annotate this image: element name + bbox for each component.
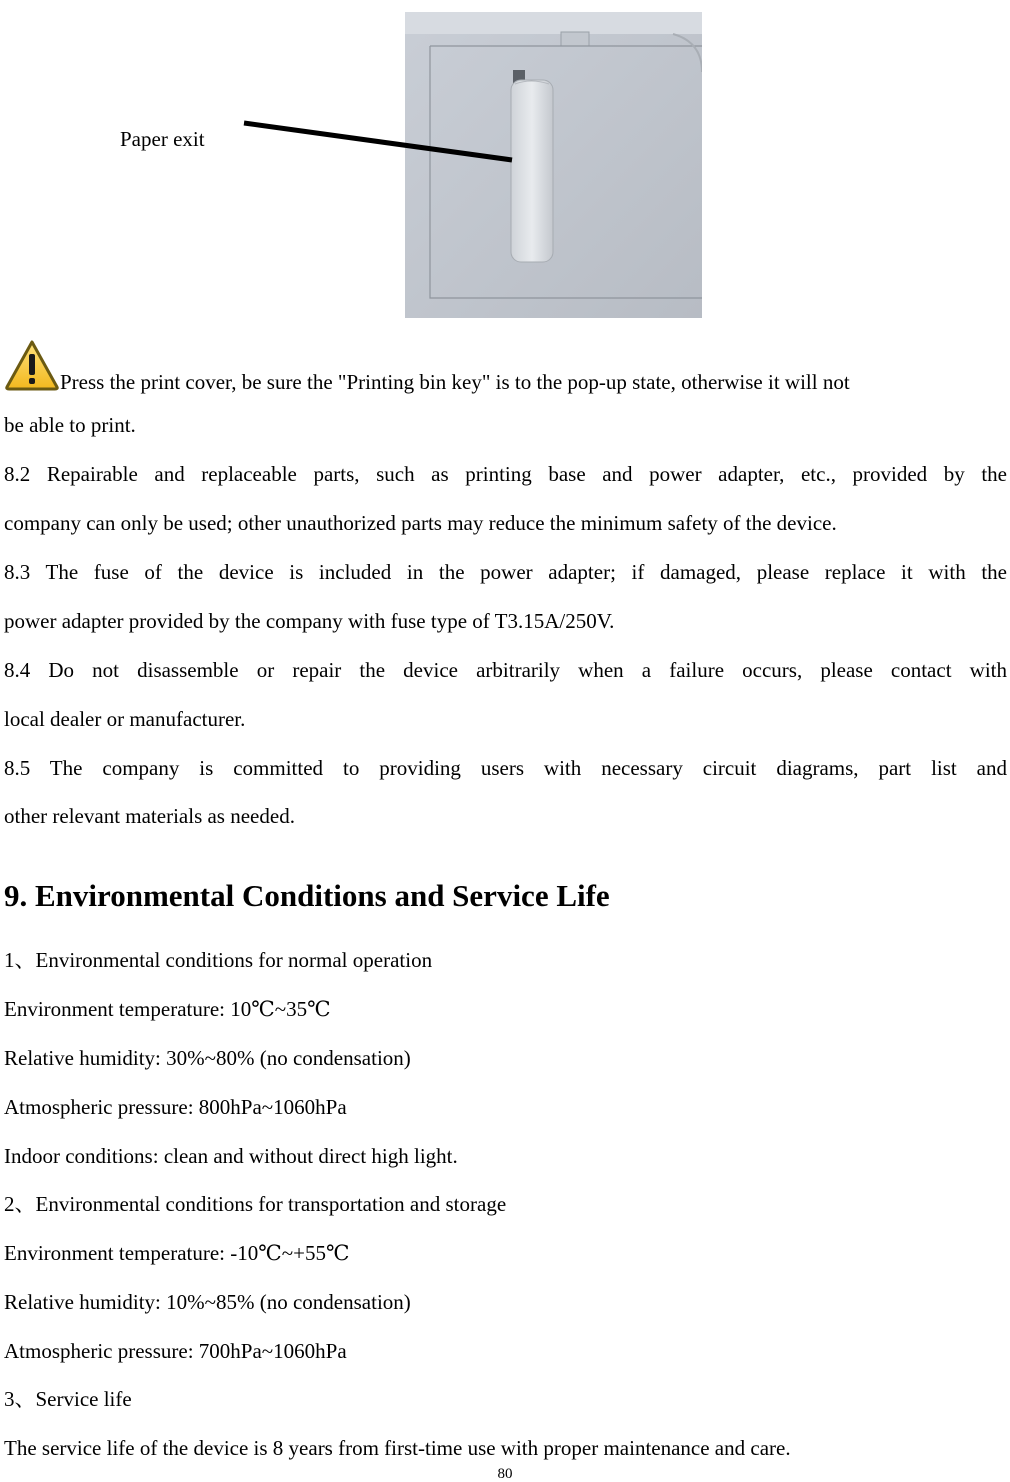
paragraph-8-2-line2: company can only be used; other unauthorized parts may reduce the minimum safety of the device. <box>4 511 837 535</box>
paragraph-8-4-line1: 8.4 Do not disassemble or repair the device arbitrarily when a failure occurs, please contact with <box>4 658 1007 682</box>
paragraph-8-3-line2: power adapter provided by the company with fuse type of T3.15A/250V. <box>4 609 615 633</box>
storage-pressure: Atmospheric pressure: 700hPa~1060hPa <box>4 1339 347 1363</box>
indoor-conditions: Indoor conditions: clean and without direct high light. <box>4 1144 458 1168</box>
paragraph-8-4-line2: local dealer or manufacturer. <box>4 707 246 731</box>
storage-humidity: Relative humidity: 10%~85% (no condensation) <box>4 1290 411 1314</box>
storage-temperature: Environment temperature: -10℃~+55℃ <box>4 1241 350 1265</box>
paragraph-8-5-line1: 8.5 The company is committed to providing users with necessary circuit diagrams, part list and <box>4 756 1007 780</box>
transport-storage-subheading: 2、Environmental conditions for transportation and storage <box>4 1192 507 1216</box>
warning-text-line2: be able to print. <box>4 413 136 437</box>
paragraph-8-5-line2: other relevant materials as needed. <box>4 804 295 828</box>
operation-temperature: Environment temperature: 10℃~35℃ <box>4 997 331 1021</box>
paragraph-8-3-line1: 8.3 The fuse of the device is included in the power adapter; if damaged, please replace it with the <box>4 560 1007 584</box>
paragraph-8-2-line1: 8.2 Repairable and replaceable parts, such as printing base and power adapter, etc., provided by the <box>4 462 1007 486</box>
section-9-heading: 9. Environmental Conditions and Service Life <box>4 878 610 913</box>
warning-triangle-icon <box>4 338 60 392</box>
service-life-subheading: 3、Service life <box>4 1387 132 1411</box>
operation-pressure: Atmospheric pressure: 800hPa~1060hPa <box>4 1095 347 1119</box>
paper-exit-label: Paper exit <box>120 127 205 151</box>
service-life-text: The service life of the device is 8 years from first-time use with proper maintenance and care. <box>4 1436 791 1460</box>
warning-text-line1: Press the print cover, be sure the "Printing bin key" is to the pop-up state, otherwise it will not <box>60 370 850 394</box>
normal-operation-subheading: 1、Environmental conditions for normal operation <box>4 948 433 972</box>
printer-paper-exit-photo <box>405 12 702 318</box>
operation-humidity: Relative humidity: 30%~80% (no condensation) <box>4 1046 411 1070</box>
page-number: 80 <box>497 1466 513 1482</box>
